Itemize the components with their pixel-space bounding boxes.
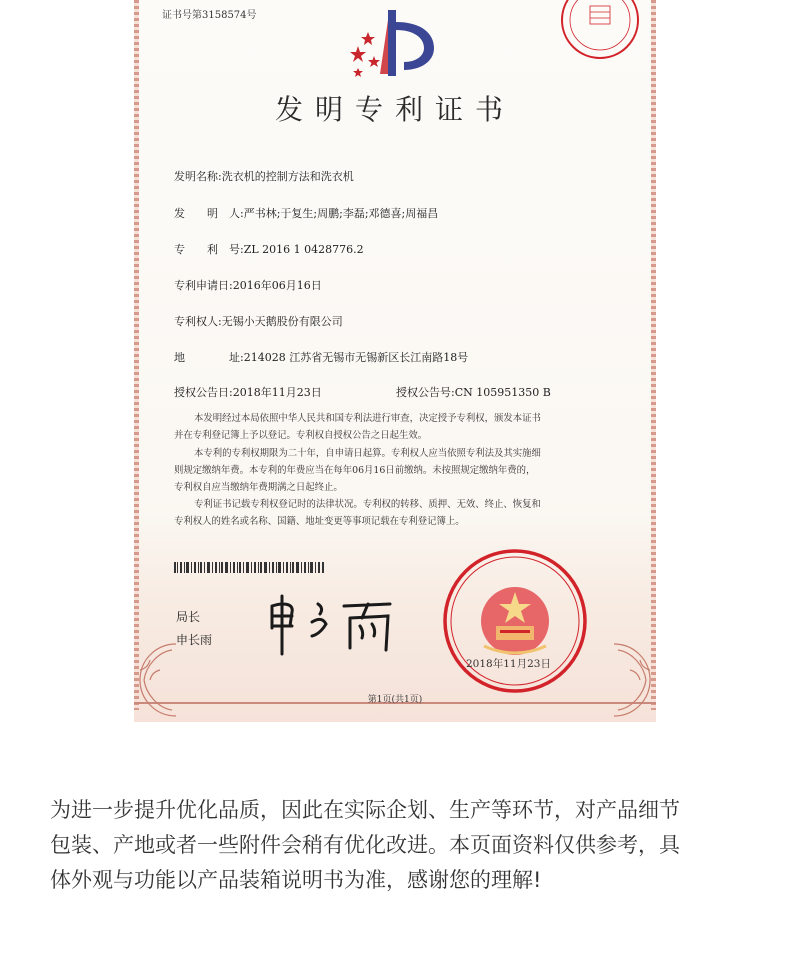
director-name: 申长雨	[176, 633, 213, 647]
field-address: 地 址:214028 江苏省无锡市无锡新区长江南路18号	[174, 351, 469, 364]
field-patentee: 专利权人:无锡小天鹅股份有限公司	[174, 315, 343, 328]
patent-certificate	[134, 0, 656, 722]
field-filing-date: 专利申请日:2016年06月16日	[174, 279, 322, 292]
page-indicator: 第1页(共1页)	[367, 695, 423, 705]
notice-line: 体外观与功能以产品装箱说明书为准，感谢您的理解!	[50, 868, 542, 892]
top-seal-icon	[560, 0, 640, 60]
field-announcement-date: 授权公告日:2018年11月23日	[174, 386, 322, 399]
director-title: 局长	[176, 610, 201, 624]
bottom-border	[134, 702, 656, 722]
certificate-number: 证书号第3158574号	[162, 10, 257, 21]
patent-office-emblem-icon	[344, 8, 440, 80]
legal-paragraph-3: 专利证书记载专利权登记时的法律状况。专利权的转移、质押、无效、终止、恢复和 专利权人的姓名或名称、国籍、地址变更等事项记载在专利登记簿上。	[174, 499, 541, 527]
seal-date: 2018年11月23日	[466, 658, 551, 670]
intellectual-property-office-seal-icon	[440, 546, 590, 696]
legal-paragraph-1: 本发明经过本局依照中华人民共和国专利法进行审查，决定授予专利权，颁发本证书 并在专利登记簿上予以登记。专利权自授权公告之日起生效。	[174, 413, 541, 441]
product-notice	[50, 793, 750, 898]
field-inventors: 发 明 人:严书林;于复生;周鹏;李磊;邓德喜;周福昌	[174, 207, 439, 220]
certificate-title: 发明专利证书	[274, 93, 515, 126]
director-signature-icon	[264, 592, 404, 656]
notice-line: 包装、产地或者一些附件会稍有优化改进。本页面资料仅供参考，具	[50, 833, 680, 857]
notice-line: 为进一步提升优化品质，因此在实际企划、生产等环节，对产品细节	[50, 798, 680, 822]
field-invention-name: 发明名称:洗衣机的控制方法和洗衣机	[174, 170, 354, 183]
field-announcement-number: 授权公告号:CN 105951350 B	[396, 386, 551, 399]
field-patent-number: 专 利 号:ZL 2016 1 0428776.2	[174, 243, 364, 256]
barcode-icon	[174, 562, 324, 573]
legal-paragraph-2: 本专利的专利权期限为二十年，自申请日起算。专利权人应当依照专利法及其实施细 则规定缴纳年费。本专利的年费应当在每年06月16日前缴纳。未按照规定缴纳年费的， 专利权自应当缴纳年费期满之日起终止。	[174, 448, 541, 493]
